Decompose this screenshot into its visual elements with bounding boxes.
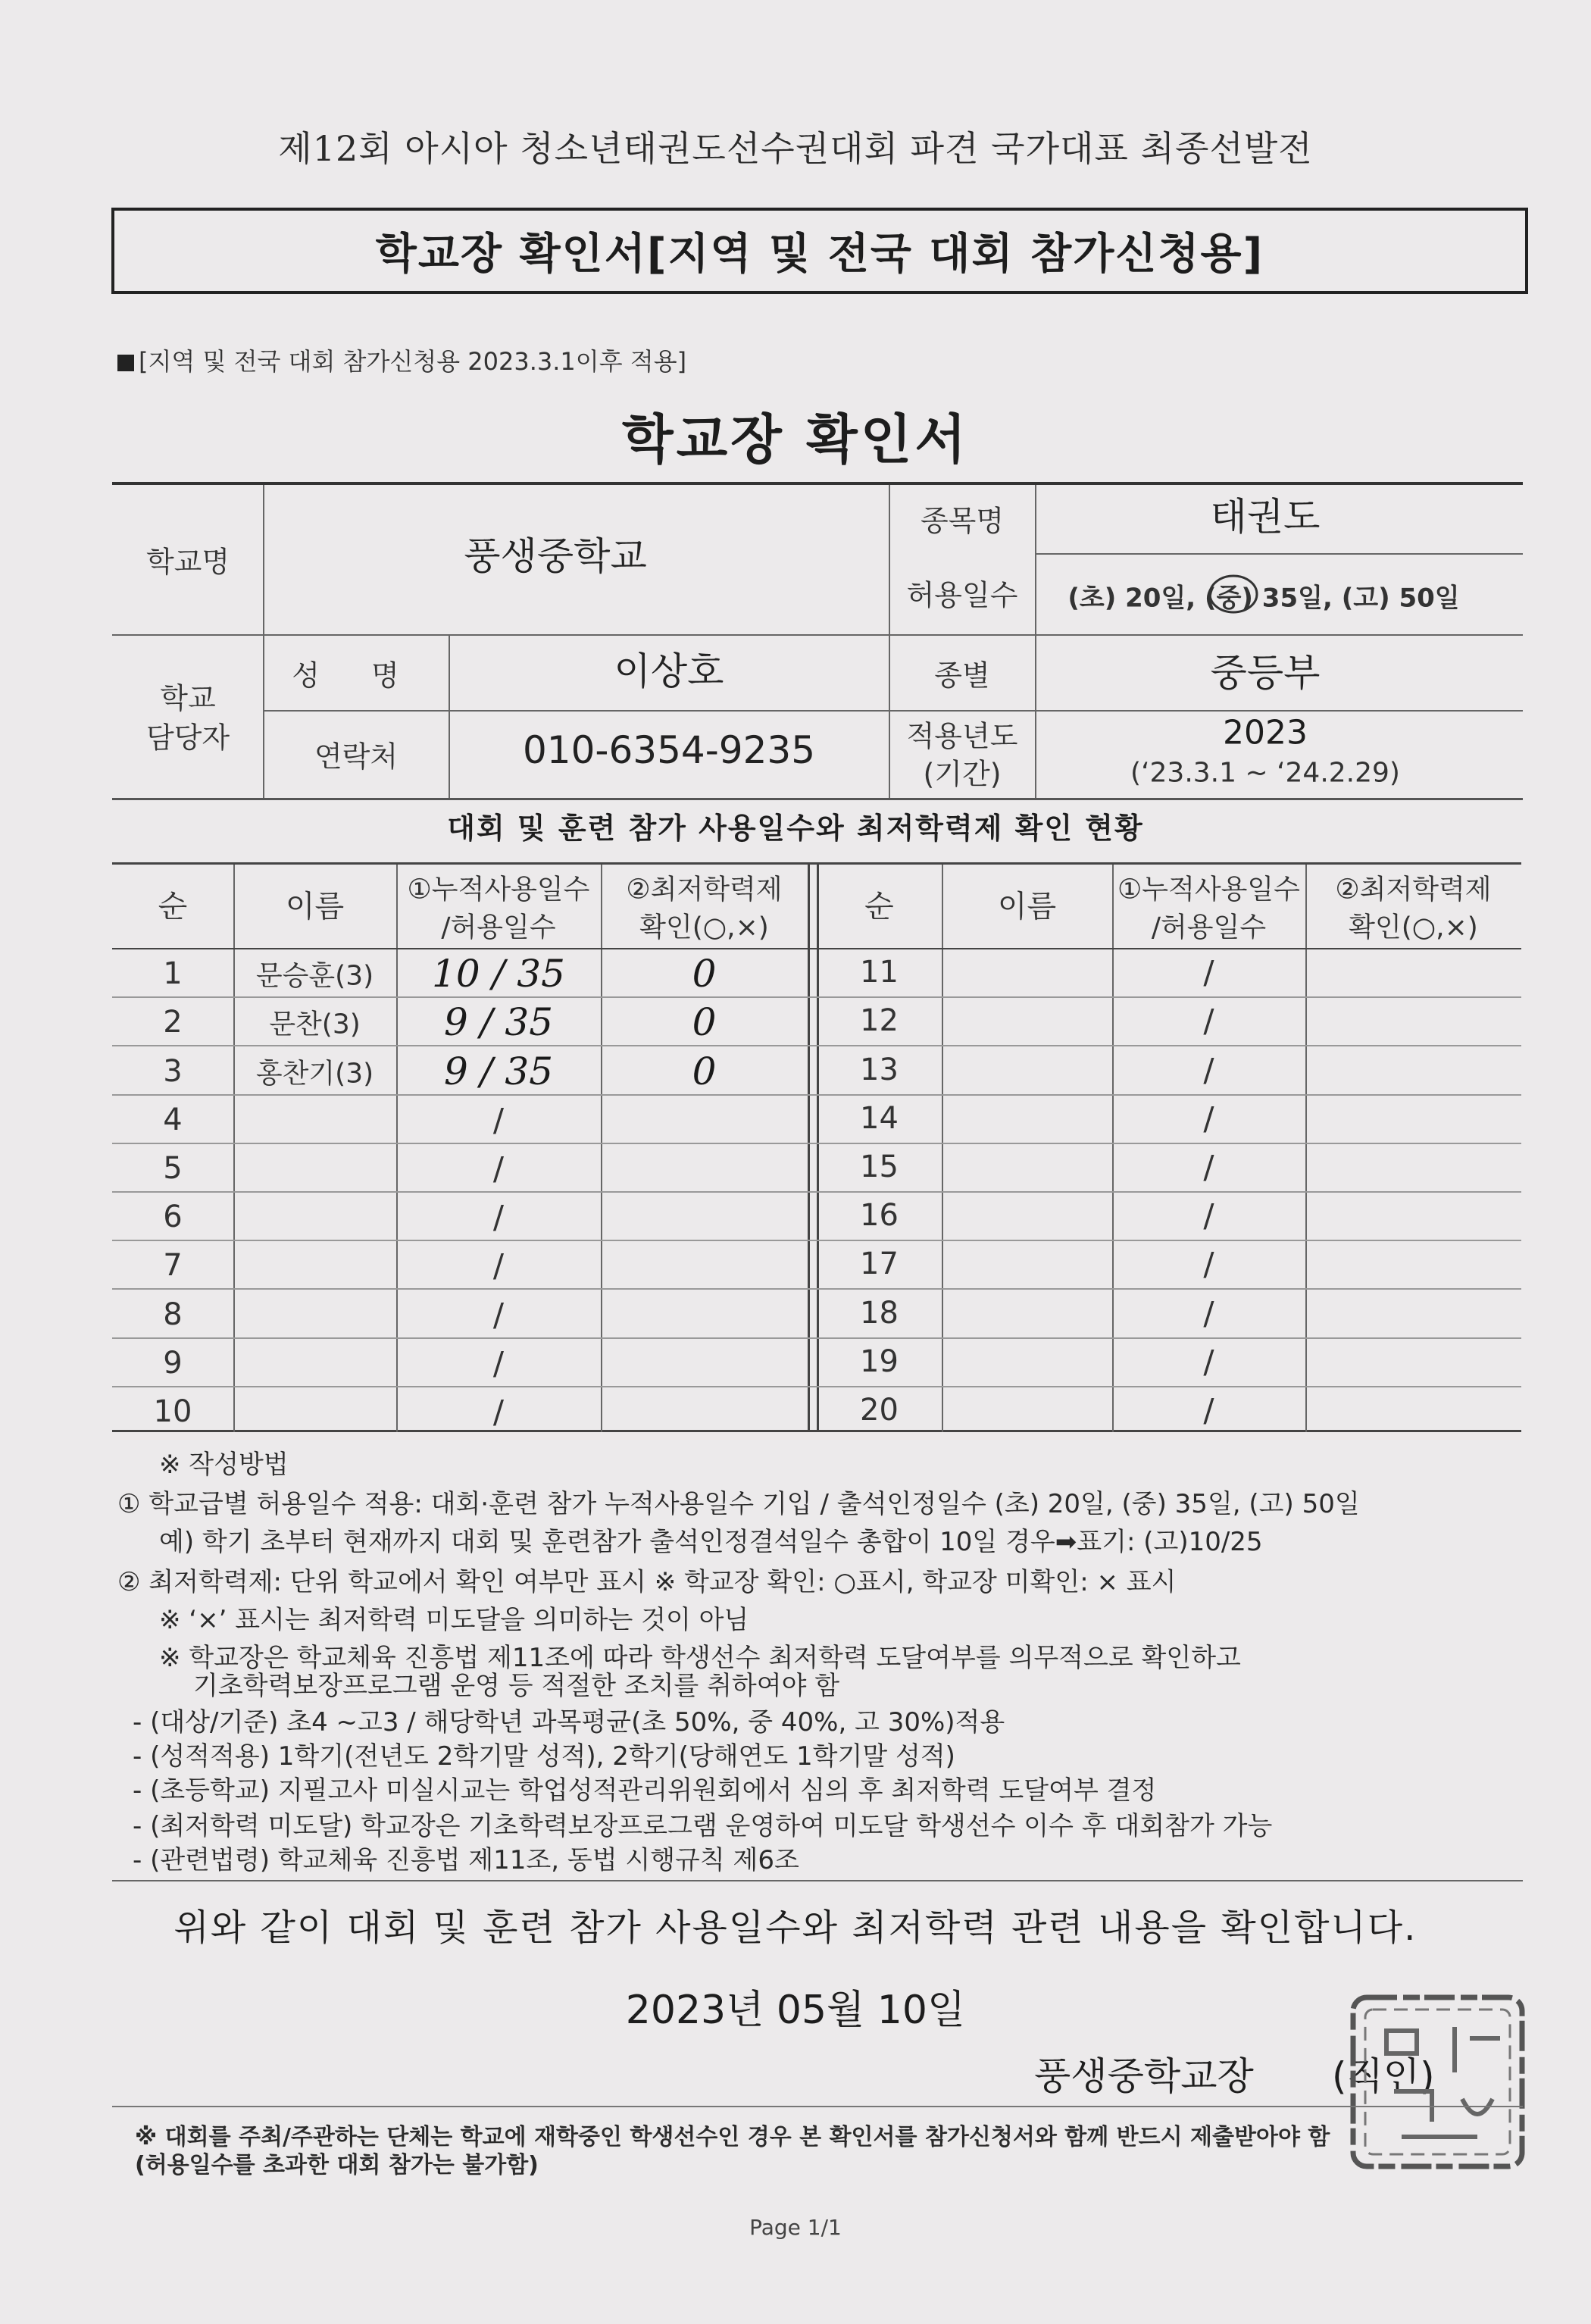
days-used: / [1203, 1099, 1214, 1137]
days-used: / [1203, 1196, 1214, 1234]
days-used: / [492, 1101, 505, 1139]
instruction-line: - (관련법령) 학교체육 진흥법 제11조, 동법 시행규칙 제6조 [133, 1845, 799, 1875]
days-used: / [1203, 953, 1214, 991]
instruction-line: - (대상/기준) 초4 ~고3 / 해당학년 과목평균(초 50%, 중 40%, 고 30%)적용 [133, 1707, 1005, 1738]
grid-line [112, 1288, 1521, 1290]
year-period: (‘23.3.1 ~ ‘24.2.29) [1130, 757, 1400, 789]
row-number: 3 [163, 1053, 183, 1089]
form-title-box: 학교장 확인서[지역 및 전국 대회 참가신청용] [111, 208, 1528, 294]
main-title: 학교장 확인서 [621, 408, 970, 471]
row-number: 20 [860, 1392, 899, 1428]
days-used: 10 / 35 [432, 952, 565, 996]
grid-line [112, 996, 1521, 998]
instruction-line: - (초등학교) 지필고사 미실시교는 학업성적관리위원회에서 심의 후 최저학력 도달여부 결정 [133, 1775, 1157, 1806]
phone-label: 연락처 [314, 740, 399, 774]
page-number: Page 1/1 [749, 2215, 842, 2240]
column-header-days: ①누적사용일수 [407, 874, 590, 906]
participation-table [112, 862, 1521, 1432]
grid-line [112, 1240, 1521, 1241]
grid-line [112, 1386, 1521, 1387]
row-number: 17 [860, 1246, 899, 1282]
days-used: / [1203, 1245, 1214, 1283]
school-label: 학교명 [145, 545, 230, 579]
name-value: 이상호 [614, 649, 724, 693]
column-header-name: 이름 [285, 889, 345, 924]
instruction-line: ※ 작성방법 [159, 1450, 289, 1480]
column-header-no: 순 [864, 889, 894, 924]
instruction-line: 기초학력보장프로그램 운영 등 적절한 조치를 취하여야 함 [193, 1671, 840, 1701]
school-value: 풍생중학교 [464, 534, 647, 578]
student-name: 문승훈(3) [255, 960, 374, 992]
row-number: 8 [163, 1296, 183, 1332]
student-name: 홍찬기(3) [255, 1058, 374, 1089]
minimum-check: 0 [692, 952, 717, 996]
grid-line [112, 1045, 1521, 1046]
sport-value: 태권도 [1210, 495, 1321, 539]
column-header-minimum-sub: 확인(○,×) [639, 912, 769, 943]
days-used: / [1203, 1391, 1214, 1429]
minimum-check: 0 [692, 1000, 717, 1045]
instruction-line: ※ ‘×’ 표시는 최저학력 미도달을 의미하는 것이 아님 [159, 1605, 749, 1635]
year-label-2: (기간) [923, 757, 1002, 791]
row-number: 6 [163, 1200, 183, 1235]
minimum-check: 0 [692, 1049, 717, 1093]
column-header-days: ①누적사용일수 [1117, 874, 1300, 906]
grid-line [112, 1143, 1521, 1144]
row-number: 4 [163, 1102, 183, 1137]
contact-group-label-1: 학교 [160, 681, 216, 715]
days-used: / [492, 1344, 505, 1382]
days-used: / [1203, 1294, 1214, 1331]
table-heading: 대회 및 훈련 참가 사용일수와 최저학력제 확인 현황 [447, 812, 1144, 845]
grid-line [112, 1094, 1521, 1096]
division-label: 종별 [934, 658, 990, 693]
days-used: / [1203, 1002, 1214, 1040]
circle-mark-icon [1207, 571, 1260, 617]
division-value: 중등부 [1210, 651, 1321, 695]
notice-text: [지역 및 전국 대회 참가신청용 2023.3.1이후 적용] [139, 347, 687, 376]
days-used: / [1203, 1148, 1214, 1186]
footnote-line-2: (허용일수를 초과한 대회 참가는 불가함) [135, 2152, 539, 2179]
row-number: 7 [163, 1248, 183, 1284]
event-title: 제12회 아시아 청소년태권도선수권대회 파견 국가대표 최종선발전 [278, 128, 1313, 169]
row-number: 19 [860, 1343, 899, 1379]
column-header-no: 순 [158, 889, 188, 924]
grid-line [817, 865, 819, 1432]
grid-line [601, 865, 602, 1432]
instruction-line: ② 최저학력제: 단위 학교에서 확인 여부만 표시 ※ 학교장 확인: ○표시, 학교장 미확인: × 표시 [117, 1567, 1177, 1597]
grid-line [1112, 865, 1114, 1432]
grid-line [1305, 865, 1307, 1432]
column-header-days-sub: /허용일수 [441, 912, 556, 943]
instruction-line: - (성적적용) 1학기(전년도 2학기말 성적), 2학기(당해연도 1학기말 성적) [133, 1741, 955, 1772]
confirmation-date: 2023년 05월 10일 [625, 1988, 966, 2033]
row-number: 11 [860, 955, 899, 990]
student-name: 문찬(3) [269, 1009, 361, 1040]
row-number: 5 [163, 1150, 183, 1186]
principal-title: 풍생중학교장 [1034, 2054, 1254, 2098]
row-number: 12 [860, 1003, 899, 1039]
row-number: 1 [163, 956, 183, 992]
days-used: / [1203, 1343, 1214, 1381]
days-used: / [492, 1198, 505, 1236]
row-number: 14 [860, 1100, 899, 1136]
days-used: 9 / 35 [443, 1049, 554, 1093]
row-number: 16 [860, 1198, 899, 1234]
contact-group-label-2: 담당자 [145, 721, 230, 755]
row-number: 9 [163, 1345, 183, 1381]
days-used: / [492, 1393, 505, 1431]
grid-line [233, 865, 235, 1432]
column-header-days-sub: /허용일수 [1151, 912, 1267, 943]
square-bullet-icon [117, 355, 134, 371]
days-used: / [1203, 1051, 1214, 1088]
divider [112, 1880, 1523, 1881]
divider [112, 2106, 1523, 2107]
instruction-line: - (최저학력 미도달) 학교장은 기초학력보장프로그램 운영하여 미도달 학생선수 이수 후 대회참가 가능 [133, 1811, 1273, 1841]
official-seal-icon [1349, 1993, 1527, 2171]
application-notice [117, 343, 686, 377]
footnote-line-1: ※ 대회를 주최/주관하는 단체는 학교에 재학중인 학생선수인 경우 본 확인서를 참가신청서와 함께 반드시 제출받아야 함 [135, 2124, 1330, 2150]
row-number: 18 [860, 1295, 899, 1331]
sport-label: 종목명 [920, 504, 1005, 538]
allowed-days-label: 허용일수 [906, 578, 1018, 612]
days-used: 9 / 35 [443, 1000, 554, 1045]
grid-line [396, 865, 398, 1432]
days-used: / [492, 1246, 505, 1284]
row-number: 15 [860, 1149, 899, 1184]
row-number: 13 [860, 1052, 899, 1087]
info-table [112, 482, 1523, 800]
grid-line [112, 1337, 1521, 1339]
column-header-minimum: ②최저학력제 [626, 874, 783, 906]
grid-line [112, 948, 1521, 949]
grid-line [942, 865, 943, 1432]
days-used: / [492, 1296, 505, 1333]
row-number: 2 [163, 1005, 183, 1040]
column-header-name: 이름 [997, 889, 1057, 924]
year-label-1: 적용년도 [906, 719, 1018, 753]
days-used: / [492, 1149, 505, 1187]
column-header-minimum: ②최저학력제 [1335, 874, 1492, 906]
year-value: 2023 [1223, 713, 1308, 752]
confirmation-statement: 위와 같이 대회 및 훈련 참가 사용일수와 최저학력 관련 내용을 확인합니다. [173, 1906, 1418, 1949]
allowed-days-value: (초) 20일, (중) 35일, (고) 50일 [1067, 583, 1460, 614]
row-number: 10 [153, 1393, 192, 1429]
instruction-line: ① 학교급별 허용일수 적용: 대회·훈련 참가 누적사용일수 기입 / 출석인정일수 (초) 20일, (중) 35일, (고) 50일 [117, 1489, 1360, 1519]
seal-placeholder: (직인) [1332, 2054, 1435, 2098]
column-header-minimum-sub: 확인(○,×) [1349, 912, 1478, 943]
instruction-line: 예) 학기 초부터 현재까지 대회 및 훈련참가 출석인정결석일수 총합이 10일 경우➡표기: (고)10/25 [159, 1527, 1263, 1557]
grid-line [808, 865, 810, 1432]
instruction-line: ※ 학교장은 학교체육 진흥법 제11조에 따라 학생선수 최저학력 도달여부를 의무적으로 확인하고 [159, 1643, 1241, 1673]
name-label: 성 명 [292, 658, 420, 693]
grid-line [112, 1191, 1521, 1193]
phone-value: 010-6354-9235 [522, 728, 816, 772]
